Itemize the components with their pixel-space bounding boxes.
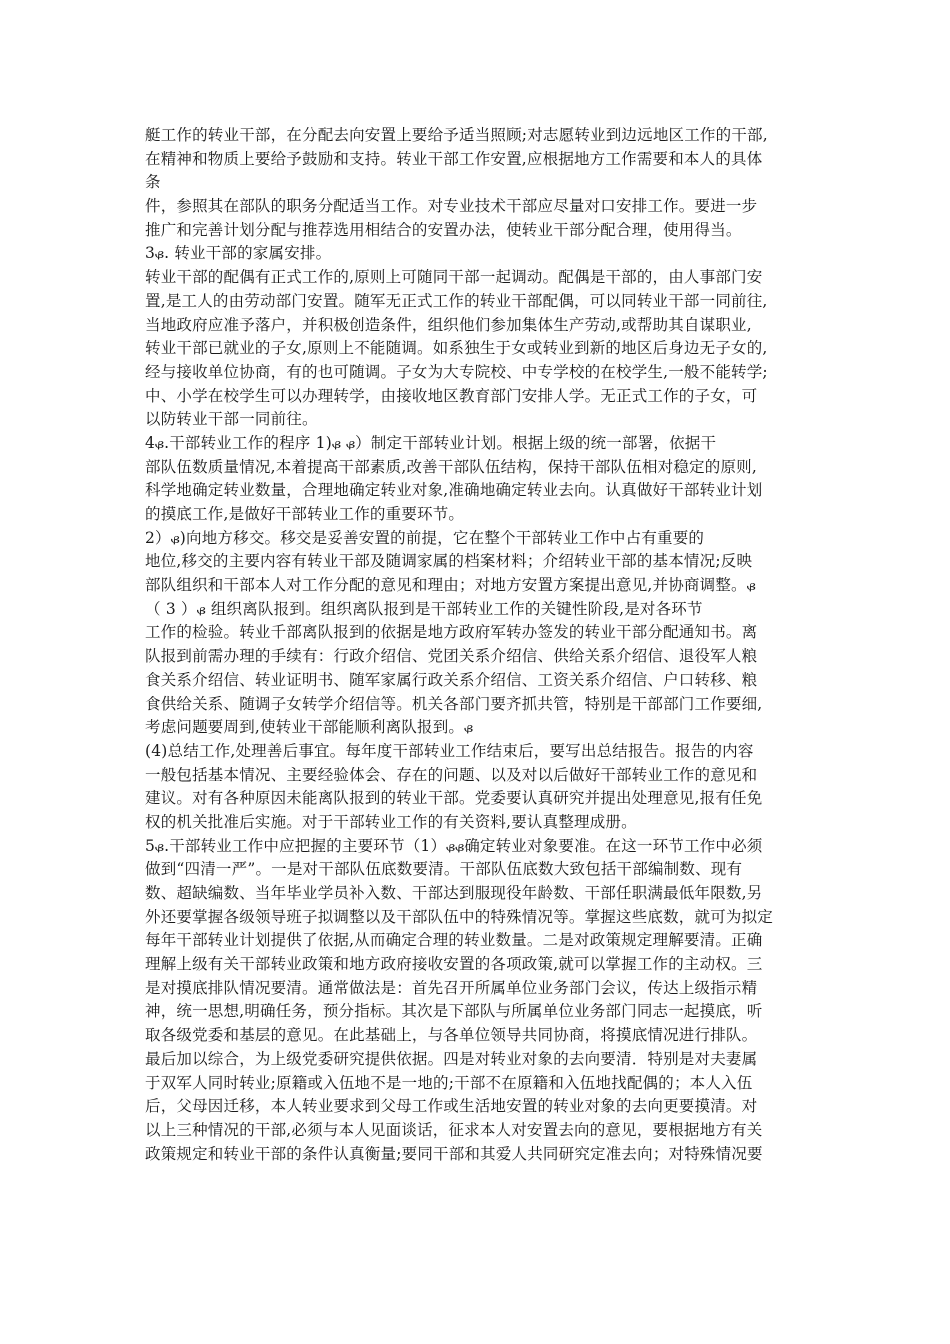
- text-line: 数、超缺编数、当年毕业学员补入数、干部达到服现役年龄数、干部任职满最低年限数,另: [145, 884, 763, 902]
- text-line: 4ᏸ.干部转业工作的程序 1)ᏸ ᏸ）制定干部转业计划。根据上级的统一部署，依据干: [145, 433, 717, 452]
- text-line: 外还要掌握各级领导班子拟调整以及干部队伍中的特殊情况等。掌握这些底数，就可为拟定: [145, 907, 774, 926]
- text-line: 件，参照其在部队的职务分配适当工作。对专业技术干部应尽量对口安排工作。要进一步: [145, 197, 758, 216]
- text-line: 考虑问题要周到,使转业干部能顺利离队报到。ᏸ: [145, 718, 474, 737]
- text-line: 神，统一思想,明确任务，预分指标。其次是下部队与所属单位业务部门同志一起摸底，听: [145, 1002, 763, 1021]
- text-line: 的摸底工作,是做好干部转业工作的重要环节。: [145, 505, 465, 523]
- text-line: 政策规定和转业干部的条件认真衡量;要同干部和其爱人共同研究定准去向；对特殊情况要: [145, 1144, 763, 1163]
- text-line: 取各级党委和基层的意见。在此基础上，与各单位领导共同协商，将摸底情况进行排队。: [145, 1026, 758, 1045]
- text-line: 科学地确定转业数量，合理地确定转业对象,准确地确定转业去向。认真做好干部转业计划: [145, 481, 763, 500]
- text-line: 理解上级有关干部转业政策和地方政府接收安置的各项政策,就可以掌握工作的主动权。三: [145, 955, 763, 974]
- text-line: 条: [145, 173, 161, 192]
- text-line: 工作的检验。转业千部离队报到的依据是地方政府军转办签发的转业干部分配通知书。离: [145, 623, 758, 642]
- text-line: 建议。对有各种原因未能离队报到的转业干部。党委要认真研究并提出处理意见,报有任免: [145, 789, 763, 808]
- text-line: (4)总结工作,处理善后事宜。每年度干部转业工作结束后，要写出总结报告。报告的内容: [145, 741, 754, 760]
- text-line: （ 3 ）ᏸ 组织离队报到。组织离队报到是干部转业工作的关键性阶段,是对各环节: [145, 599, 703, 618]
- text-line: 转业干部已就业的子女,原则上不能随调。如系独生于女或转业到新的地区后身边无子女的,: [145, 339, 768, 358]
- text-line: 最后加以综合，为上级党委研究提供依据。四是对转业对象的去向要清．特别是对夫妻属: [145, 1049, 758, 1068]
- text-line: 部队伍数质量情况,本着提高干部素质,改善干部队伍结构，保持干部队伍相对稳定的原则,: [145, 457, 757, 476]
- text-line: 转业干部的配偶有正式工作的,原则上可随同干部一起调动。配偶是干部的，由人事部门安: [145, 268, 763, 287]
- text-line: 权的机关批准后实施。对于干部转业工作的有关资料,要认真整理成册。: [145, 812, 637, 831]
- text-line: 后，父母因迁移，本人转业要求到父母工作或生活地安置的转业对象的去向更要摸清。对: [145, 1097, 758, 1116]
- text-line: 地位,移交的主要内容有转业干部及随调家属的档案材料；介绍转业干部的基本情况;反映: [145, 552, 753, 571]
- text-line: 以上三种情况的干部,必须与本人见面谈话，征求本人对安置去向的意见，要根据地方有关: [145, 1120, 763, 1139]
- text-line: 食关系介绍信、转业证明书、随军家属行政关系介绍信、工资关系介绍信、户口转移、粮: [145, 670, 758, 689]
- text-line: 在精神和物质上要给予鼓励和支持。转业干部工作安置,应根据地方工作需要和本人的具体: [145, 149, 763, 168]
- text-line: 队报到前需办理的手续有：行政介绍信、党团关系介绍信、供给关系介绍信、退役军人粮: [145, 647, 758, 666]
- text-line: 每年干部转业计划提供了依据,从而确定合理的转业数量。二是对政策规定理解要清。正确: [145, 931, 763, 950]
- text-line: 3ᏸ. 转业干部的家属安排。: [145, 244, 332, 263]
- text-line: 部队组织和干部本人对工作分配的意见和理由；对地方安置方案提出意见,并协商调整。ᏸ: [145, 576, 756, 595]
- text-line: 2）ᏸ)向地方移交。移交是妥善安置的前提，它在整个干部转业工作中占有重要的: [145, 528, 705, 547]
- text-line: 一般包括基本情况、主要经验体会、存在的问题、以及对以后做好干部转业工作的意见和: [145, 765, 758, 784]
- text-line: 当地政府应准予落户，并积极创造条件，组织他们参加集体生产劳动,或帮助其自谋职业,: [145, 315, 752, 334]
- text-line: 艇工作的转业干部，在分配去向安置上要给予适当照顾;对志愿转业到边远地区工作的干部,: [145, 126, 768, 144]
- text-line: 是对摸底排队情况要清。通常做法是：首先召开所属单位业务部门会议，传达上级指示精: [145, 978, 758, 997]
- text-line: 食供给关系、随调子女转学介绍信等。机关各部门要齐抓共管，特别是干部部门工作要细,: [145, 694, 763, 713]
- text-line: 于双军人同时转业;原籍或入伍地不是一地的;干部不在原籍和入伍地找配偶的；本人入伍: [145, 1073, 753, 1092]
- text-line: 中、小学在校学生可以办理转学，由接收地区教育部门安排人学。无正式工作的子女，可: [145, 386, 758, 405]
- text-line: 置,是工人的由劳动部门安置。随军无正式工作的转业干部配偶，可以同转业干部一同前往,: [145, 291, 768, 310]
- text-line: 以防转业干部一同前往。: [145, 410, 318, 429]
- document-body-text: [145, 124, 815, 1166]
- text-line: 做到“四清一严”。一是对干部队伍底数要清。干部队伍底数大致包括干部编制数、现有: [145, 860, 743, 879]
- text-line: 经与接收单位协商，有的也可随调。子女为大专院校、中专学校的在校学生,一般不能转学;: [145, 362, 768, 381]
- text-line: 5ᏸ.干部转业工作中应把握的主要环节（1）ᏸᏸ确定转业对象要准。在这一环节工作中必须: [145, 836, 763, 855]
- text-line: 推广和完善计划分配与推荐选用相结合的安置办法，使转业干部分配合理，使用得当。: [145, 220, 742, 239]
